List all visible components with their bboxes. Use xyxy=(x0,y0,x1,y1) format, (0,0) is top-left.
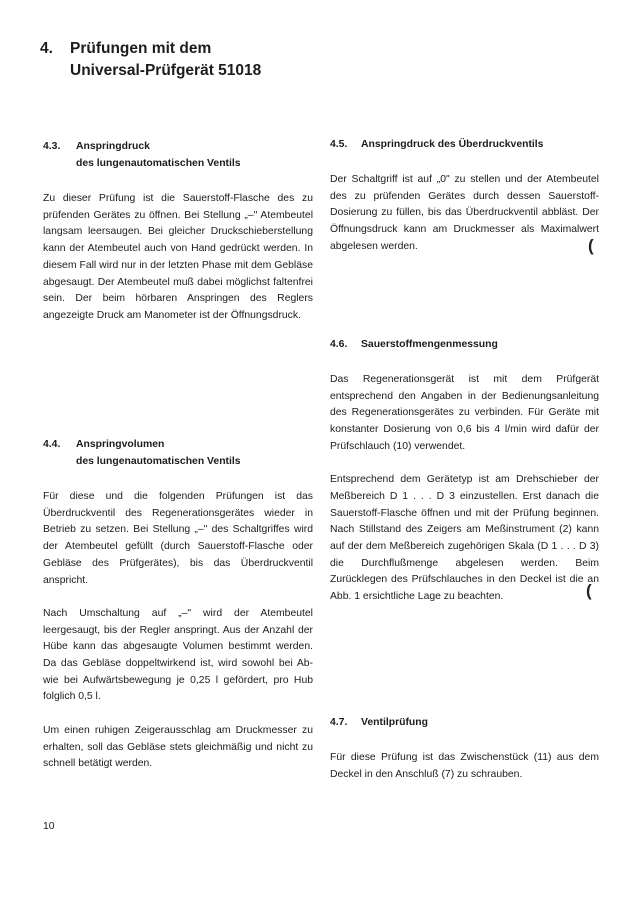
section-heading xyxy=(330,336,599,353)
chapter-title-line-1: Prüfungen mit dem xyxy=(70,40,212,57)
section-title-line-1: Ventilprüfung xyxy=(361,717,428,728)
section-title-line-1: Anspringvolumen xyxy=(76,439,165,450)
section-number: 4.7. xyxy=(330,717,348,728)
paragraph: Für diese und die folgenden Prüfungen ist das Überdruckventil des Regenerationsgerätes wieder in Betrieb zu setzen. Bei Stellung „–" des Schaltgriffes wird der Atembeutel gefüllt (durch Sauerstoff-Flasche oder Gebläse des Prüfgerätes), bis das Überdruckventil anspricht. xyxy=(43,491,313,586)
section-title-line-1: Anspringdruck xyxy=(76,141,150,152)
section-title-line-1: Anspringdruck des Überdruckventils xyxy=(361,139,544,150)
section-4-7 xyxy=(330,714,599,783)
page-number: 10 xyxy=(43,821,55,832)
section-number: 4.6. xyxy=(330,339,348,350)
paragraph: Nach Umschaltung auf „–" wird der Atembeutel leergesaugt, bis der Regler anspringt. Aus der Anzahl der Hübe kann das abgesaugte Volumen bestimmt werden. Da das Gebläse doppeltwirkend ist, wird sowohl bei Ab- wie bei Aufwärtsbewegung je 0,25 l gefördert, pro Hub folglich 0,5 l. xyxy=(43,607,313,703)
paragraph: Für diese Prüfung ist das Zwischenstück (11) aus dem Deckel in den Anschluß (7) zu schrauben. xyxy=(330,752,599,780)
section-title-line-2: des lungenautomatischen Ventils xyxy=(76,158,241,169)
section-number: 4.5. xyxy=(330,139,348,150)
paragraph: Entsprechend dem Gerätetyp ist am Drehschieber der Meßbereich D 1 . . . D 3 einzustellen. Erst danach die Sauerstoff-Flasche öffnen und mit der Prüfung beginnen. Nach Stillstand des Zeigers am Meßinstrument (2) kann auf der dem Meßbereich zugehörigen Skala (D 1 . . . D 3) die Durchflußmenge abgelesen werden. Beim Zurücklegen des Prüfschlauches in den Deckel ist die an Abb. 1 ersichtliche Lage zu beachten. xyxy=(330,474,599,603)
section-4-4 xyxy=(43,436,313,773)
section-4-3 xyxy=(43,138,313,325)
section-4-5 xyxy=(330,136,599,256)
section-4-6 xyxy=(330,336,599,606)
chapter-title-line-2: Universal-Prüfgerät 51018 xyxy=(70,62,262,79)
paragraph: Der Schaltgriff ist auf „0" zu stellen und der Atembeutel des zu prüfenden Gerätes durch dessen Sauerstoff-Dosierung zu füllen, bis das Überdruckventil abbläst. Der Öffnungsdruck kann am Druckmesser als Maximalwert abgelesen werden. xyxy=(330,174,599,252)
section-heading xyxy=(330,714,599,731)
section-number: 4.4. xyxy=(43,439,61,450)
section-number: 4.3. xyxy=(43,141,61,152)
paragraph: Das Regenerationsgerät ist mit dem Prüfgerät entsprechend den Angaben in der Bedienungsanleitung des Regenerationsgerätes zu verbinden. Für Geräte mit konstanter Dosierung von 0,6 bis 4 l/min wird dafür der Prüfschlauch (10) verwendet. xyxy=(330,374,599,452)
binding-mark-icon: ( xyxy=(588,236,594,255)
section-heading xyxy=(43,138,313,172)
chapter-number: 4. xyxy=(40,40,53,57)
section-heading xyxy=(43,436,313,470)
paragraph: Zu dieser Prüfung ist die Sauerstoff-Flasche des zu prüfenden Gerätes zu öffnen. Bei Stellung „–" Atembeutel langsam leersaugen. Bei gleicher Druckschieberstellung kann der Atembeutel auch von Hand gedrückt werden. In diesem Fall wird nur in der letzten Phase mit dem Gebläse abgesaugt. Der Atembeutel muß dabei möglichst faltenfrei sein. Der beim hörbaren Anspringen des Reglers angezeigte Druck am Manometer ist der Öffnungsdruck. xyxy=(43,193,313,321)
section-heading xyxy=(330,136,599,153)
binding-mark-icon: ( xyxy=(586,581,592,600)
paragraph: Um einen ruhigen Zeigerausschlag am Druckmesser zu erhalten, soll das Gebläse stets gleichmäßig und nicht zu schnell betätigt werden. xyxy=(43,724,313,770)
section-title-line-2: des lungenautomatischen Ventils xyxy=(76,456,241,467)
section-title-line-1: Sauerstoffmengenmessung xyxy=(361,339,498,350)
